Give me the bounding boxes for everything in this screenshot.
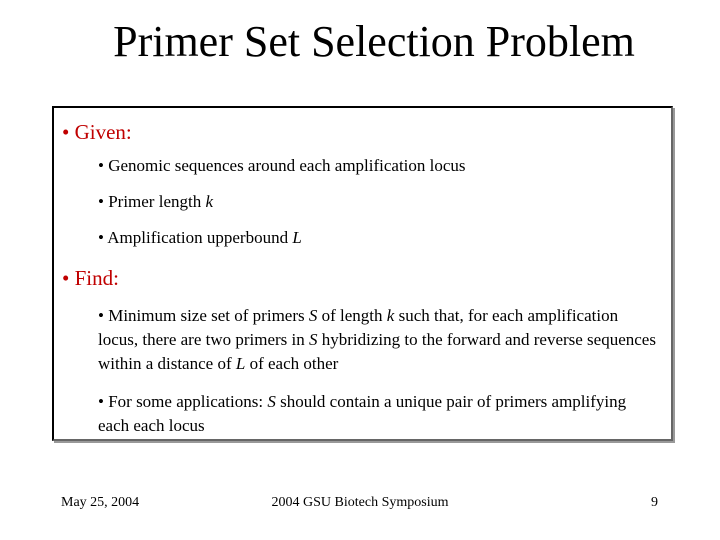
find-heading: • Find:	[62, 266, 119, 290]
variable-k: k	[386, 306, 395, 325]
slide-title: Primer Set Selection Problem	[113, 17, 635, 66]
variable-s: S	[267, 392, 276, 411]
footer-event: 2004 GSU Biotech Symposium	[271, 495, 449, 510]
variable-l: L	[292, 228, 302, 247]
given-item-primer-length	[98, 190, 658, 214]
find-text: of length	[317, 306, 387, 325]
given-heading: • Given:	[62, 120, 132, 144]
variable-s: S	[309, 330, 318, 349]
variable-l: L	[235, 354, 246, 373]
variable-k: k	[205, 192, 214, 211]
given-item-text: • Primer length	[98, 192, 206, 211]
content-box	[52, 106, 673, 441]
find-item-minimum-set	[98, 304, 658, 376]
given-item-sequences: • Genomic sequences around each amplification locus	[98, 156, 466, 175]
slide-number: 9	[651, 495, 658, 510]
variable-s: S	[308, 306, 318, 325]
find-text: such that, for each amplification locus, there are two primers in	[98, 306, 619, 349]
find-text: should contain a unique pair of primers amplifying each each locus	[98, 392, 627, 435]
find-text: • For some applications:	[98, 392, 268, 411]
footer-date: May 25, 2004	[61, 495, 140, 510]
find-text: • Minimum size set of primers	[98, 306, 309, 325]
find-text: hybridizing to the forward and reverse sequences within a distance of	[98, 330, 656, 373]
find-text: of each other	[245, 354, 339, 373]
find-item-unique-pair	[98, 390, 658, 438]
given-item-text: • Amplification upperbound	[98, 228, 293, 247]
given-item-upperbound	[98, 226, 658, 250]
